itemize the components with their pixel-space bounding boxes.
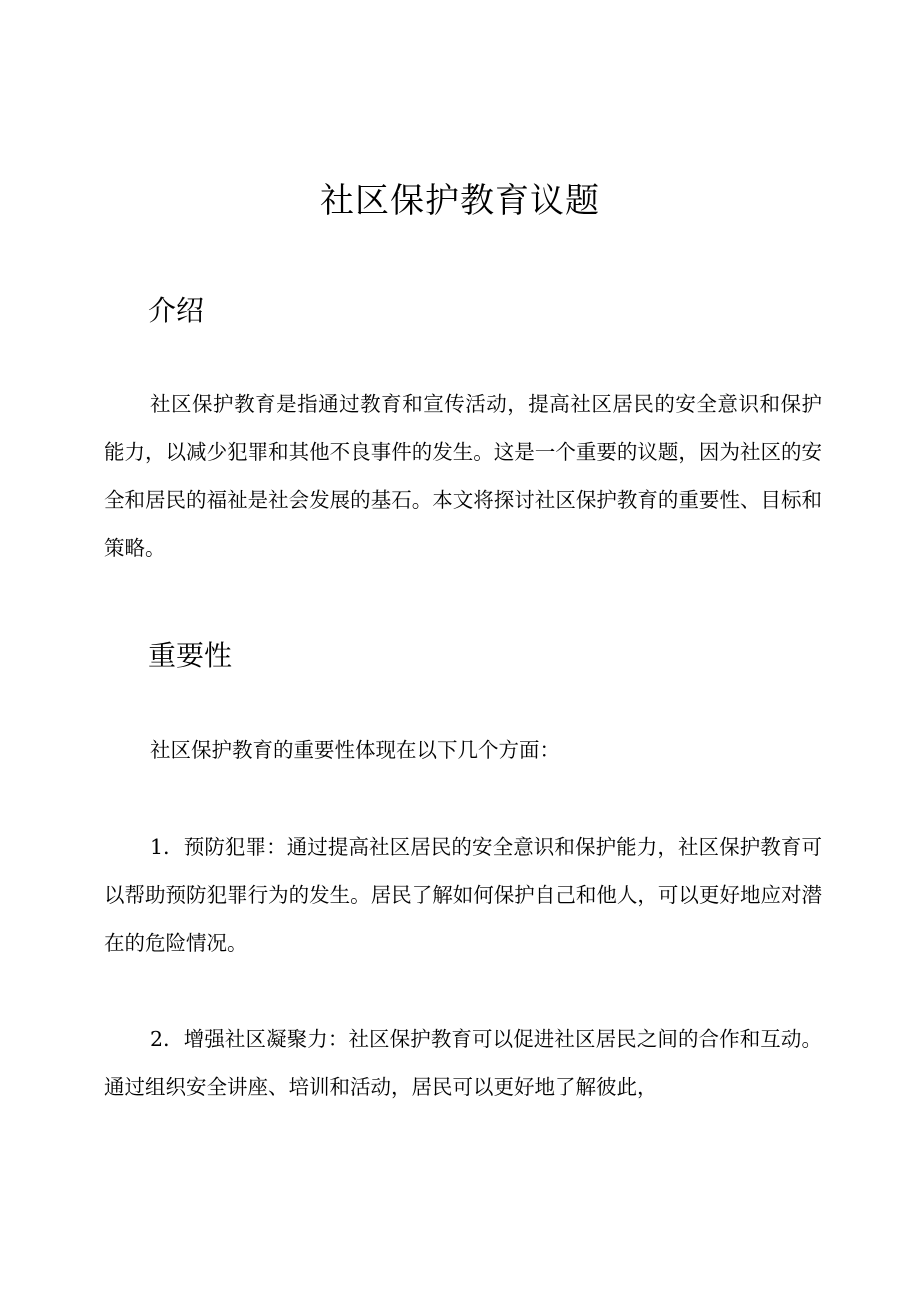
section-heading-intro: 介绍 bbox=[148, 294, 205, 327]
importance-lead-paragraph: 社区保护教育的重要性体现在以下几个方面： bbox=[150, 738, 560, 762]
intro-paragraph: 社区保护教育是指通过教育和宣传活动，提高社区居民的安全意识和保护能力，以减少犯罪和其他不良事件的发生。这是一个重要的议题，因为社区的安全和居民的福祉是社会发展的基石。本文将探讨社区保护教育的重要性、目标和策略。 bbox=[104, 392, 822, 560]
section-heading-importance: 重要性 bbox=[148, 639, 233, 672]
importance-item-2: 2．增强社区凝聚力：社区保护教育可以促进社区居民之间的合作和互动。通过组织安全讲座、培训和活动，居民可以更好地了解彼此， bbox=[104, 1027, 822, 1099]
document-title: 社区保护教育议题 bbox=[320, 181, 600, 221]
importance-item-1: 1．预防犯罪：通过提高社区居民的安全意识和保护能力，社区保护教育可以帮助预防犯罪行为的发生。居民了解如何保护自己和他人，可以更好地应对潜在的危险情况。 bbox=[104, 835, 822, 955]
